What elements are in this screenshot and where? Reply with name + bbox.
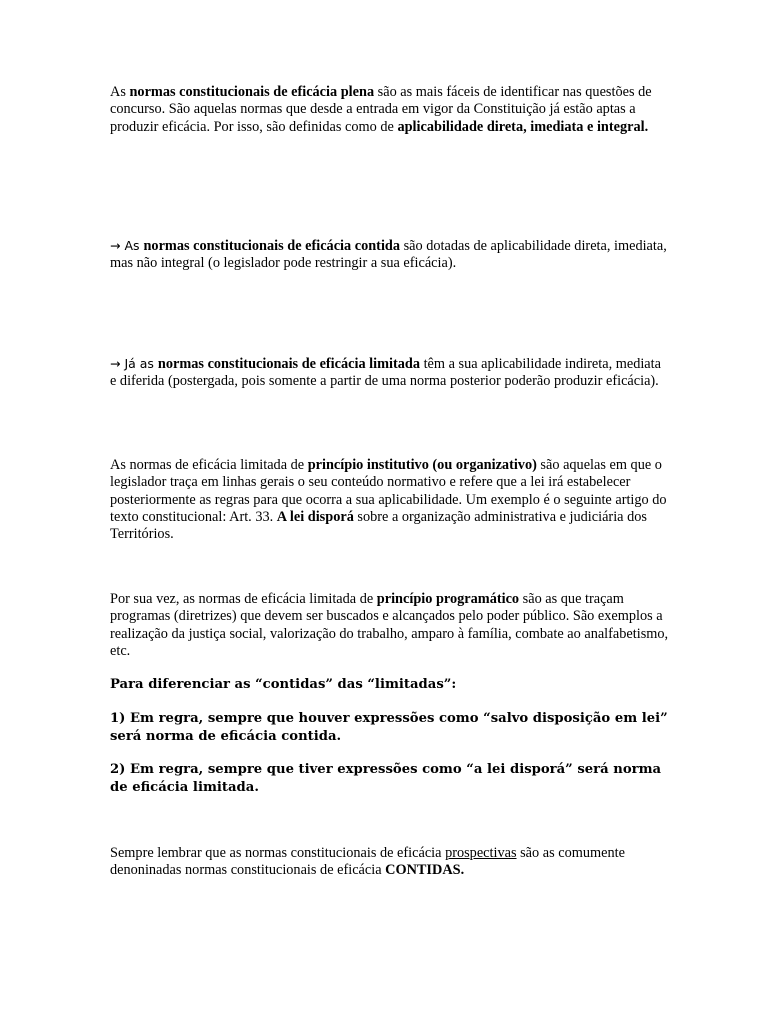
bold-term: normas constitucionais de eficácia contida (143, 238, 401, 254)
text: As normas de eficácia limitada de (110, 457, 308, 473)
underlined-term: prospectivas (445, 845, 517, 861)
text: são as comumente denoninadas normas constitucionais de eficácia (110, 845, 625, 879)
arrow-prefix: → Já as (110, 356, 158, 371)
bold-term: CONTIDAS. (385, 862, 465, 879)
heading-diferenciar: Para diferenciar as “contidas” das “limitadas”: (110, 677, 457, 692)
text: Por sua vez, as normas de eficácia limitada de (110, 591, 377, 607)
text: são aquelas em que o legislador traça em linhas gerais o seu conteúdo normativo e refere que a lei irá estabelecer posteriormente as regras para que ocorra a sua aplicabilidade. Um exemplo é o seguinte artigo do texto constitucional: Art. 33. (110, 457, 667, 525)
bold-term: normas constitucionais de eficácia limitada (157, 356, 421, 372)
rule-2-limitada: 2) Em regra, sempre que tiver expressões como “a lei disporá” será norma de eficácia limitada. (110, 762, 662, 795)
text: sobre a organização administrativa e judiciária dos Territórios. (110, 508, 647, 543)
paragraph-prospectivas (110, 845, 670, 880)
bold-term: aplicabilidade direta, imediata e integral. (397, 118, 649, 135)
bold-term: princípio institutivo (ou organizativo) (307, 457, 537, 473)
text: As (110, 84, 130, 100)
paragraph-principio-programatico (110, 591, 670, 660)
text: são as mais fáceis de identificar nas questões de concurso. São aquelas normas que desde a entrada em vigor da Constituição já estão aptas a produzir eficácia. Por isso, são definidas como de (110, 84, 652, 135)
text: Sempre lembrar que as normas constitucionais de eficácia (110, 845, 446, 861)
text: são dotadas de aplicabilidade direta, imediata, mas não integral (o legislador pode restringir a sua eficácia). (110, 238, 667, 272)
paragraph-principio-institutivo (110, 457, 670, 543)
bold-term: princípio programático (376, 591, 520, 607)
paragraph-eficacia-limitada (110, 355, 670, 391)
text: são as que traçam programas (diretrizes) que devem ser buscados e alcançados pelo poder público. São exemplos a realização da justiça social, valorização do trabalho, amparo à família, combate ao analfabetismo, etc. (110, 591, 669, 659)
paragraph-eficacia-contida (110, 237, 670, 273)
bold-term: normas constitucionais de eficácia plena (129, 84, 375, 100)
rule-1-contida: 1) Em regra, sempre que houver expressões como “salvo disposição em lei” será norma de eficácia contida. (110, 711, 668, 744)
bold-term: A lei disporá (276, 508, 354, 525)
paragraph-eficacia-plena (110, 84, 670, 136)
arrow-prefix: → As (110, 238, 144, 253)
text: têm a sua aplicabilidade indireta, mediata e diferida (postergada, pois somente a partir de uma norma posterior poderão produzir eficácia). (110, 356, 661, 390)
